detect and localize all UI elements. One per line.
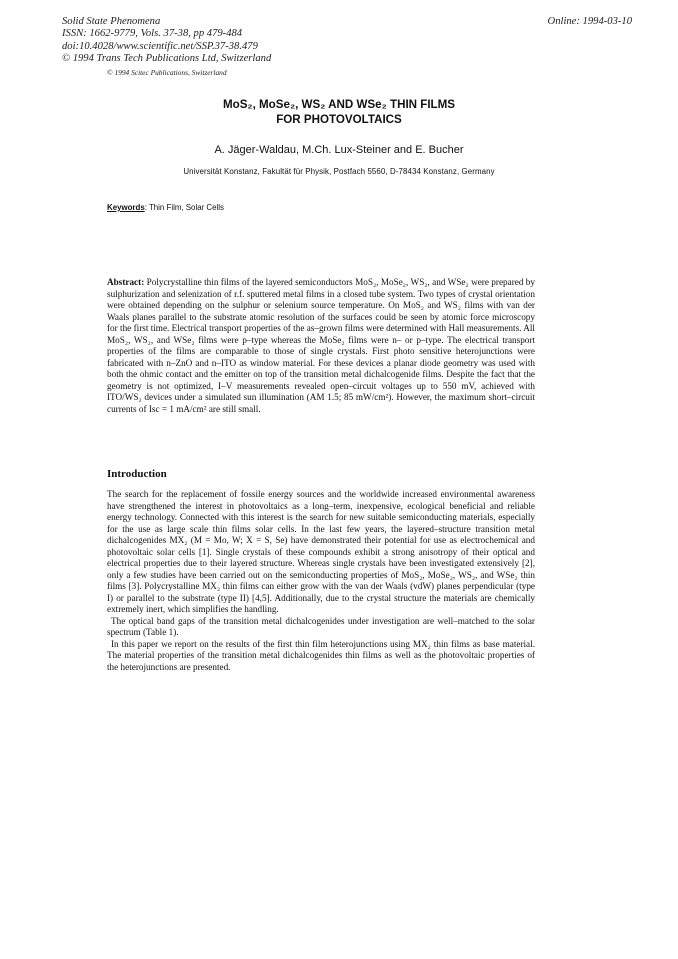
paper-title xyxy=(0,97,678,127)
title-line-1: MoS₂, MoSe₂, WS₂ AND WSe₂ THIN FILMS xyxy=(222,98,456,111)
intro-paragraph-2: The optical band gaps of the transition metal dichalcogenides under investigation are well–matched to the solar spectrum (Table 1). xyxy=(107,615,535,637)
abstract xyxy=(107,277,535,415)
online-date: Online: 1994-03-10 xyxy=(547,16,632,27)
journal-name: Solid State Phenomena xyxy=(62,16,161,27)
journal-issn: ISSN: 1662-9779, Vols. 37-38, pp 479-484 xyxy=(62,28,243,40)
abstract-label: Abstract: xyxy=(107,277,145,287)
intro-paragraph-3: In this paper we report on the results of the first thin film heterojunctions using MX₂ thin films as base material. The material properties of the transition metal dichalcogenides thin films as well as the photovoltaic properties of the heterojunctions are presented. xyxy=(107,638,535,672)
original-copyright: © 1994 Scitec Publications, Switzerland xyxy=(107,68,227,77)
title-line-2: FOR PHOTOVOLTAICS xyxy=(276,113,402,126)
keywords-text: : Thin Film, Solar Cells xyxy=(144,203,224,212)
keywords-label: Keywords xyxy=(107,203,145,212)
abstract-text: Polycrystalline thin films of the layered semiconductors MoS₂, MoSe₂, WS₂, and WSe₂ were prepared by sulphurization and selenization of r.f. sputtered metal films in a closed tube system. Two types of crystal orientation were obtained depending on the sulphur or selenium source temperature. On MoS₂ and WS₂ films with van der Waals planes parallel to the substrate atomic resolution of the surfaces could be seen by atomic force microscopy for the first time. Electrical transport properties of the as–grown films were determined with Hall measurements. All MoS₂, WS₂, and WSe₂ films were p–type whereas the MoSe₂ films were n– or p–type. The electrical transport properties of the films are comparable to those of single crystals. First photo sensitive heterojunctions were fabricated with n–ZnO and n–ITO as window material. For these devices a planar diode geometry was used with both the ohmic contact and the emitter on top of the transition metal dichalcogenide films. Despite the fact that the geometry is not optimized, I–V measurements revealed open–circuit voltages up to 550 mV, achieved with ITO/WS₂ devices under a simulated sun illumination (AM 1.5; 85 mW/cm²). However, the maximum short–circuit currents of Isc = 1 mA/cm² are still small. xyxy=(107,277,535,414)
intro-paragraph-1: The search for the replacement of fossile energy sources and the worldwide increased environmental awareness have strengthened the interest in photovoltaics as a long–term, inexpensive, ecological beneficial and reliable energy technology. Connected with this interest is the search for new suitable semiconducting materials, especially for the use as large scale thin films solar cells. In the last few years, the layered–structure transition metal dichalcogenides MX₂ (M = Mo, W; X = S, Se) have demonstrated their potential for use as electrochemical and photovoltaic solar cells [1]. Single crystals of these compounds exhibit a strong anisotropy of their optical and electrical properties due to their layered structure. Whereas single crystals have been investigated extensively [2], only a few studies have been carried out on the semiconducting properties of MoS₂, MoSe₂, WS₂, and WSe₂ thin films [3]. Polycrystalline MX₂ thin films can either grow with the van der Waals (vdW) planes perpendicular (type I) or parallel to the substrate (type II) [4,5]. Additionally, due to the crystal structure the materials are chemically extremely inert, which simplifies the handling. xyxy=(107,489,535,614)
journal-doi[interactable]: doi:10.4028/www.scientific.net/SSP.37-38.479 xyxy=(62,40,258,52)
introduction-body xyxy=(107,489,535,673)
journal-copyright: © 1994 Trans Tech Publications Ltd, Switzerland xyxy=(62,52,272,64)
affiliation: Universität Konstanz, Fakultät für Physik, Postfach 5560, D-78434 Konstanz, Germany xyxy=(183,167,495,176)
authors: A. Jäger-Waldau, M.Ch. Lux-Steiner and E. Bucher xyxy=(214,144,464,156)
journal-header xyxy=(62,16,271,65)
keywords xyxy=(107,203,224,212)
section-heading-introduction: Introduction xyxy=(107,468,167,480)
